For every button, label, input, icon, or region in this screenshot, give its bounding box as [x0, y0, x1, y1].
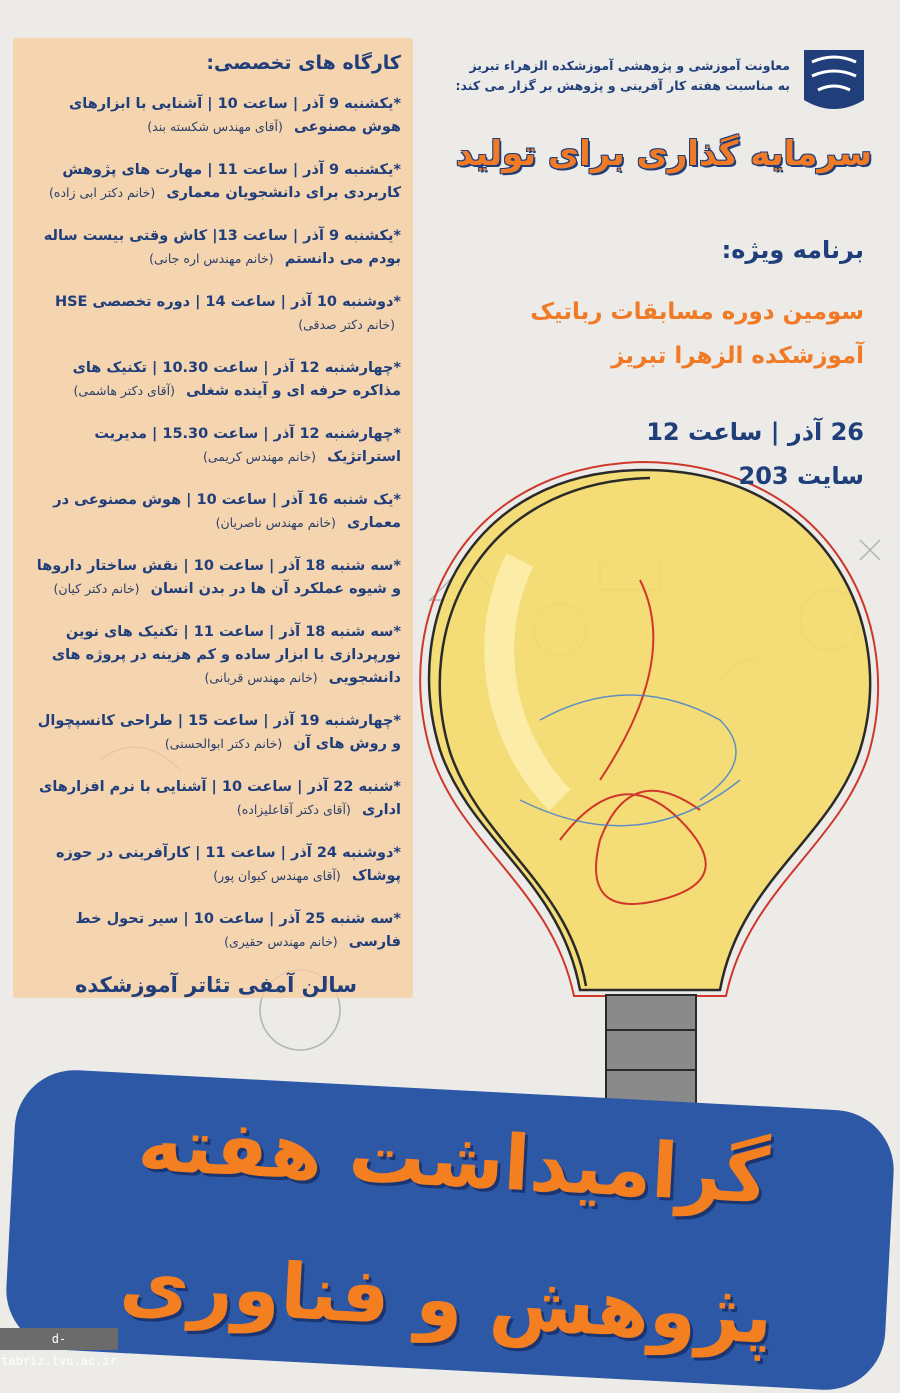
workshop-presenter: (خانم دکتر صدقی)	[298, 317, 395, 332]
main-title: سرمایه گذاری برای تولید	[455, 134, 872, 174]
venue-text: سالن آمفی تئاتر آموزشکده	[75, 973, 357, 997]
university-logo	[798, 42, 870, 118]
workshop-item	[31, 907, 401, 953]
workshop-item	[31, 290, 401, 336]
workshop-item	[31, 775, 401, 821]
workshop-presenter: (خانم دکتر کیان)	[53, 581, 140, 596]
workshop-item	[31, 224, 401, 270]
workshops-title: کارگاه های تخصصی:	[206, 52, 401, 74]
footer-url[interactable]: d-tabriz.tvu.ac.ir	[0, 1328, 118, 1350]
special-program-text	[444, 290, 864, 378]
workshop-presenter: (آقای مهندس شکسته بند)	[147, 119, 283, 134]
special-site: سایت 203	[738, 462, 864, 490]
workshop-item	[31, 92, 401, 138]
workshop-presenter: (خانم دکتر ابی زاده)	[49, 185, 156, 200]
workshop-presenter: (خانم دکتر ابوالحسنی)	[164, 736, 283, 751]
workshop-title: *یک شنبه 16 آذر | ساعت 10 | هوش مصنوعی در معماری	[53, 492, 401, 531]
workshop-title: *یکشنبه 9 آذر | ساعت 10 | آشنایی با ابزارهای هوش مصنوعی	[68, 96, 401, 135]
workshop-presenter: (خانم مهندس حقیری)	[224, 934, 338, 949]
workshop-item	[31, 841, 401, 887]
workshop-title: *یکشنبه 9 آذر | ساعت 11 | مهارت های پژوهش کاربردی برای دانشجویان معماری	[62, 162, 401, 201]
workshop-item	[31, 554, 401, 600]
special-program-line-2: آموزشکده الزهرا تبریز	[611, 343, 864, 369]
workshop-presenter: (خانم مهندس کریمی)	[202, 449, 316, 464]
special-date: 26 آذر | ساعت 12	[646, 418, 864, 446]
workshop-presenter: (آقای دکتر هاشمی)	[73, 383, 175, 398]
workshops-list	[31, 92, 401, 953]
workshop-presenter: (خانم مهندس قربانی)	[204, 670, 318, 685]
workshop-title: *شنبه 22 آذر | ساعت 10 | آشنایی با نرم افزارهای اداری	[39, 779, 401, 818]
banner-text: گرامیداشت هفته پژوهش و فناوری	[3, 1067, 896, 1393]
workshop-title: *چهارشنبه 12 آذر | ساعت 10.30 | تکنیک های مذاکره حرفه ای و آینده شغلی	[72, 360, 401, 399]
workshop-title: *دوشنبه 10 آذر | ساعت 14 | دوره تخصصی HSE	[54, 294, 401, 310]
workshops-panel	[13, 38, 413, 998]
workshop-title: *چهارشنبه 12 آذر | ساعت 15.30 | مدیریت استراتژیک	[94, 426, 401, 465]
special-program-line-1: سومین دوره مسابقات رباتیک	[530, 299, 864, 325]
workshop-item	[31, 620, 401, 689]
workshop-title: *دوشنبه 24 آذر | ساعت 11 | کارآفرینی در حوزه پوشاک	[55, 845, 401, 884]
workshop-title: *سه شنبه 18 آذر | ساعت 11 | تکنیک های نوین نورپردازی با ابزار ساده و کم هزینه در پروژه های دانشجویی	[51, 624, 401, 686]
workshop-item	[31, 488, 401, 534]
special-program-label: برنامه ویژه:	[721, 236, 864, 264]
workshop-item	[31, 158, 401, 204]
workshop-title: *چهارشنبه 19 آذر | ساعت 15 | طراحی کانسپچوال و روش های آن	[37, 713, 401, 752]
workshop-item	[31, 422, 401, 468]
workshop-item	[31, 356, 401, 402]
workshop-presenter: (خانم مهندس ناصریان)	[215, 515, 336, 530]
workshop-presenter: (آقای مهندس کیوان پور)	[213, 868, 341, 883]
workshop-presenter: (آقای دکتر آقاعلیزاده)	[236, 802, 351, 817]
header-line-2: به مناسبت هفته کار آفرینی و پژوهش بر گزار می کند:	[455, 78, 790, 93]
workshop-item	[31, 709, 401, 755]
workshop-presenter: (خانم مهندس اره جانی)	[149, 251, 274, 266]
workshop-title: *یکشنبه 9 آذر | ساعت 13| کاش وقتی بیست ساله بودم می دانستم	[43, 228, 401, 267]
header-line-1: معاونت آموزشی و پژوهشی آموزشکده الزهراء تبریز	[469, 58, 790, 73]
workshop-title: *سه شنبه 25 آذر | ساعت 10 | سیر تحول خط فارسی	[75, 911, 401, 950]
header-intro	[370, 56, 790, 96]
workshop-title: *سه شنبه 18 آذر | ساعت 10 | نقش ساختار داروها و شیوه عملکرد آن ها در بدن انسان	[36, 558, 401, 597]
